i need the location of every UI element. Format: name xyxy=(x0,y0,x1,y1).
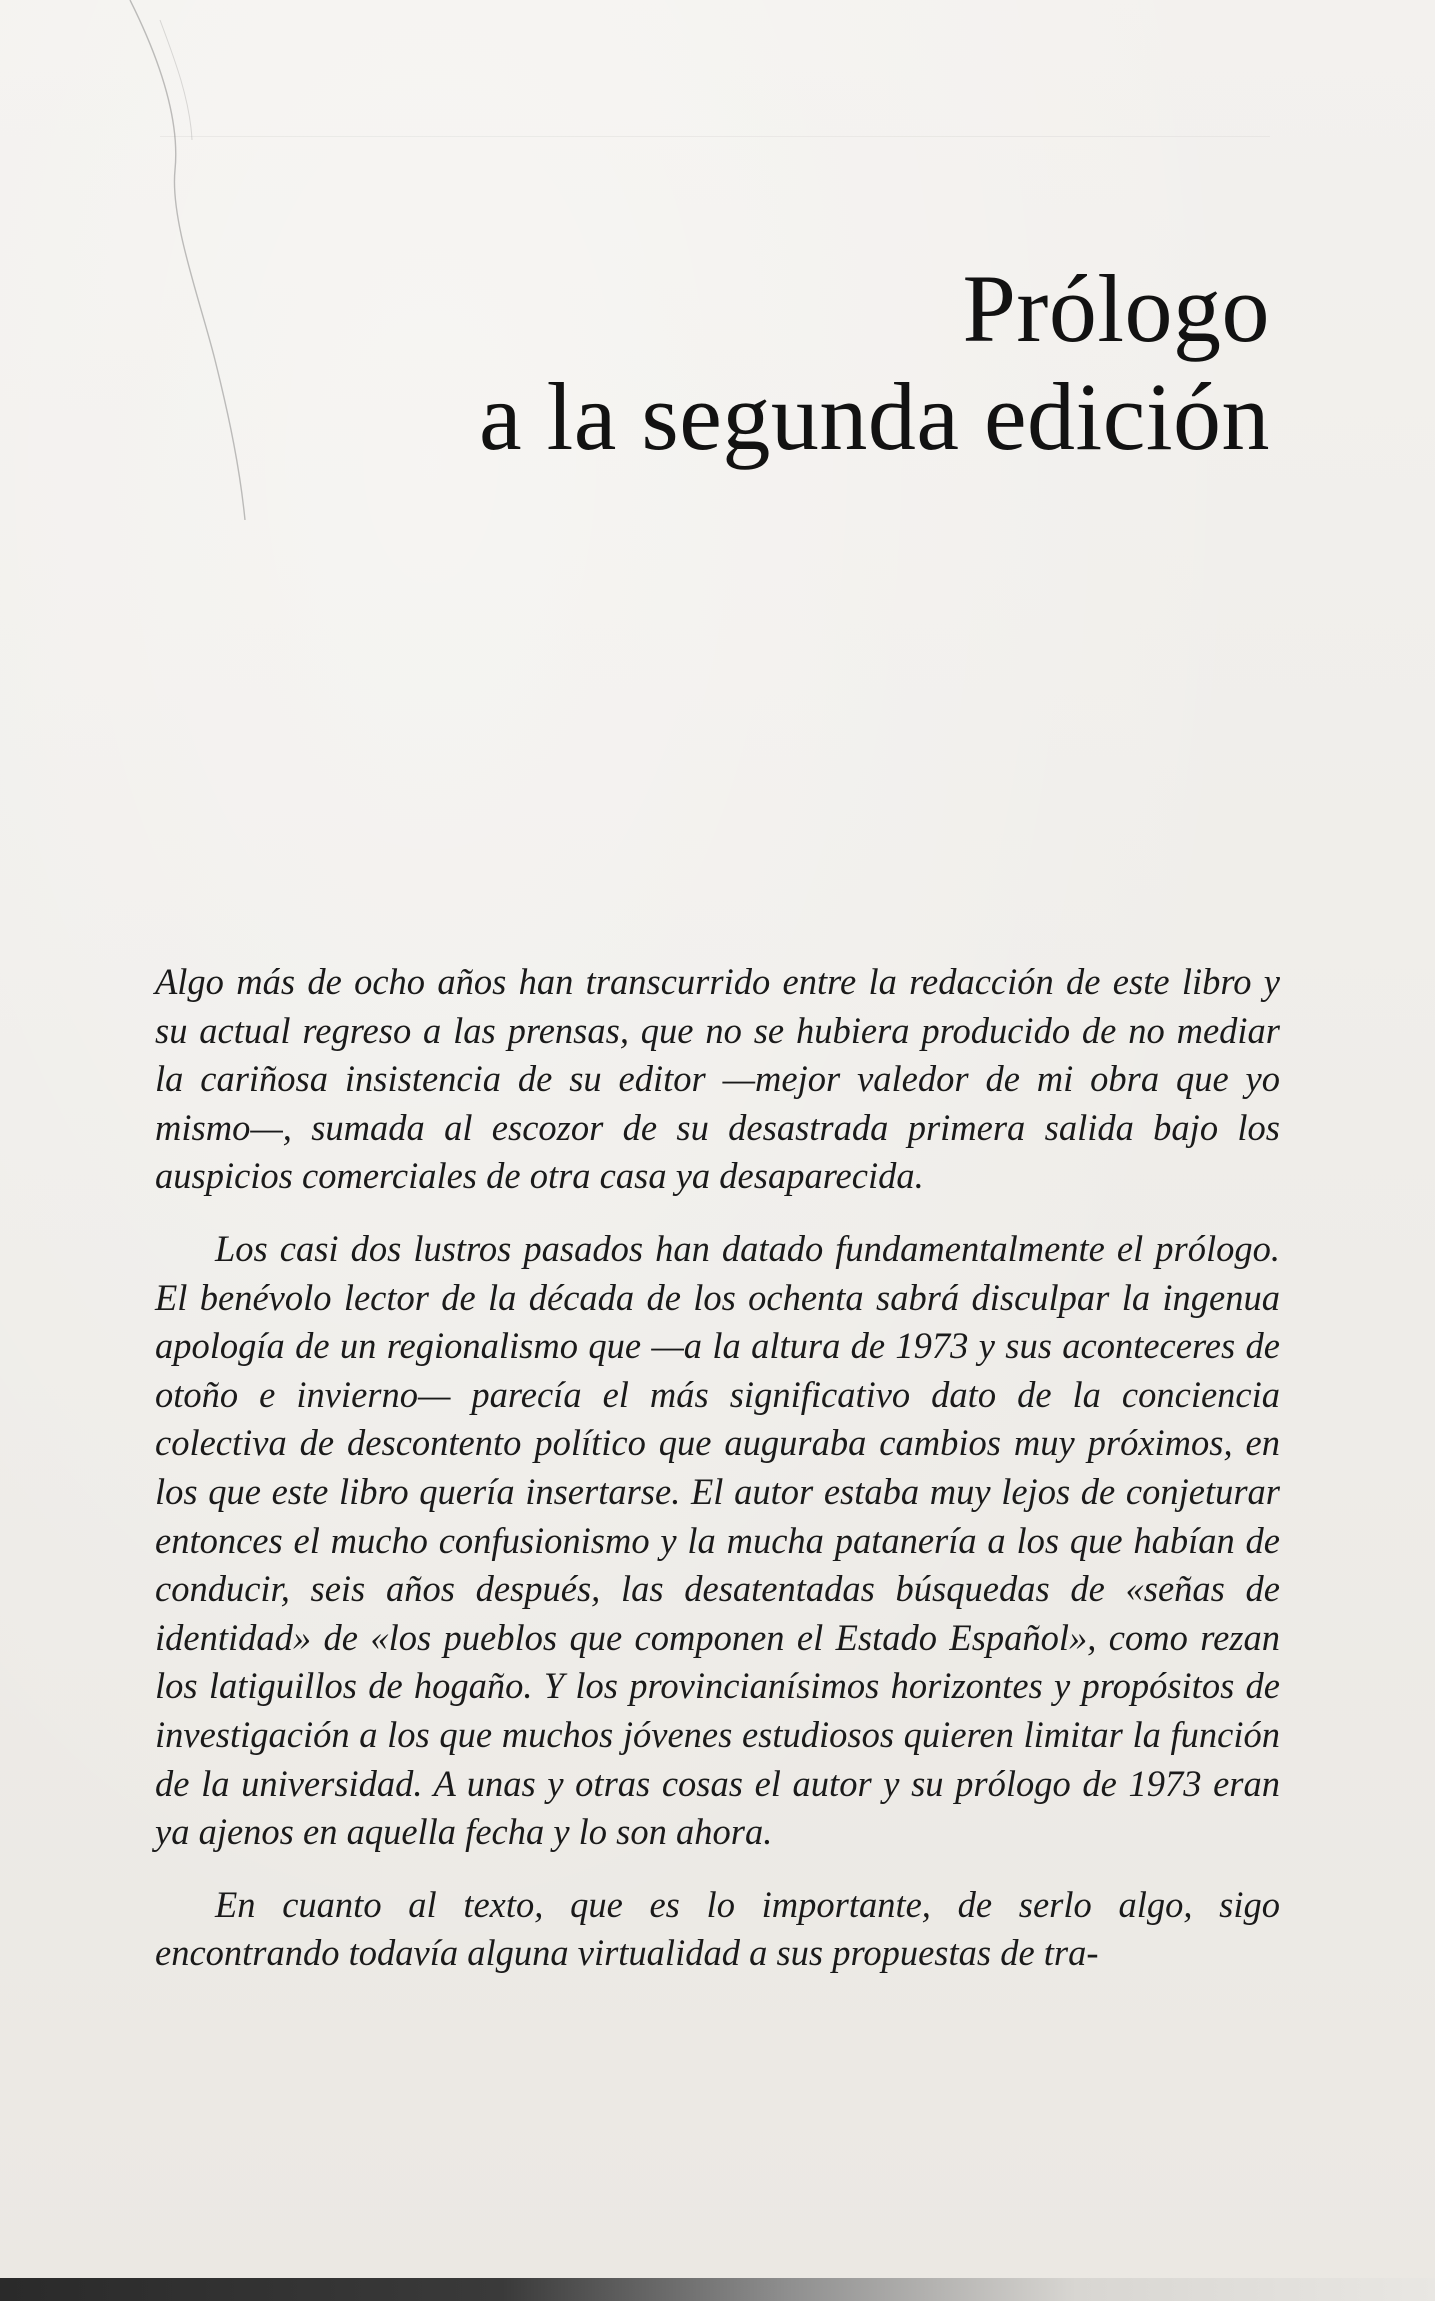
chapter-title xyxy=(479,255,1270,471)
chapter-title-line-1: Prólogo xyxy=(962,255,1270,362)
paragraph-3: En cuanto al texto, que es lo importante, de serlo algo, sigo encontrando todavía alguna virtualidad a sus propuestas de tra- xyxy=(155,1883,1280,1974)
running-head-bleed xyxy=(160,118,1270,137)
prologue-body xyxy=(155,958,1280,2002)
chapter-title-line-2: a la segunda edición xyxy=(478,363,1270,470)
paragraph-1: Algo más de ocho años han transcurrido entre la redacción de este libro y su actual regreso a las prensas, que no se hubiera producido de no mediar la cariñosa insistencia de su editor —mejor valedor de mi obra que yo mismo—, sumada al escozor de su desastrada primera salida bajo los auspicios comerciales de otra casa ya desaparecida. xyxy=(155,961,1280,1197)
scan-bottom-edge xyxy=(0,2278,1435,2301)
paper-crease-mark xyxy=(120,0,260,520)
paragraph-2: Los casi dos lustros pasados han datado fundamentalmente el prólogo. El benévolo lector de la década de los ochenta sabrá disculpar la ingenua apología de un regionalismo que —a la altura de 1973 y sus aconteceres de otoño e invierno— parecía el más significativo dato de la conciencia colectiva de descontento político que auguraba cambios muy próximos, en los que este libro quería insertarse. El autor estaba muy lejos de conjeturar entonces el mucho confusionismo y la mucha patanería a los que habían de conducir, seis años después, las desatentadas búsquedas de «señas de identidad» de «los pueblos que componen el Estado Español», como rezan los latiguillos de hogaño. Y los provincianísimos horizontes y propósitos de investigación a los que muchos jóvenes estudiosos quieren limitar la función de la universidad. A unas y otras cosas el autor y su prólogo de 1973 eran ya ajenos en aquella fecha y lo son ahora. xyxy=(155,1227,1280,1853)
